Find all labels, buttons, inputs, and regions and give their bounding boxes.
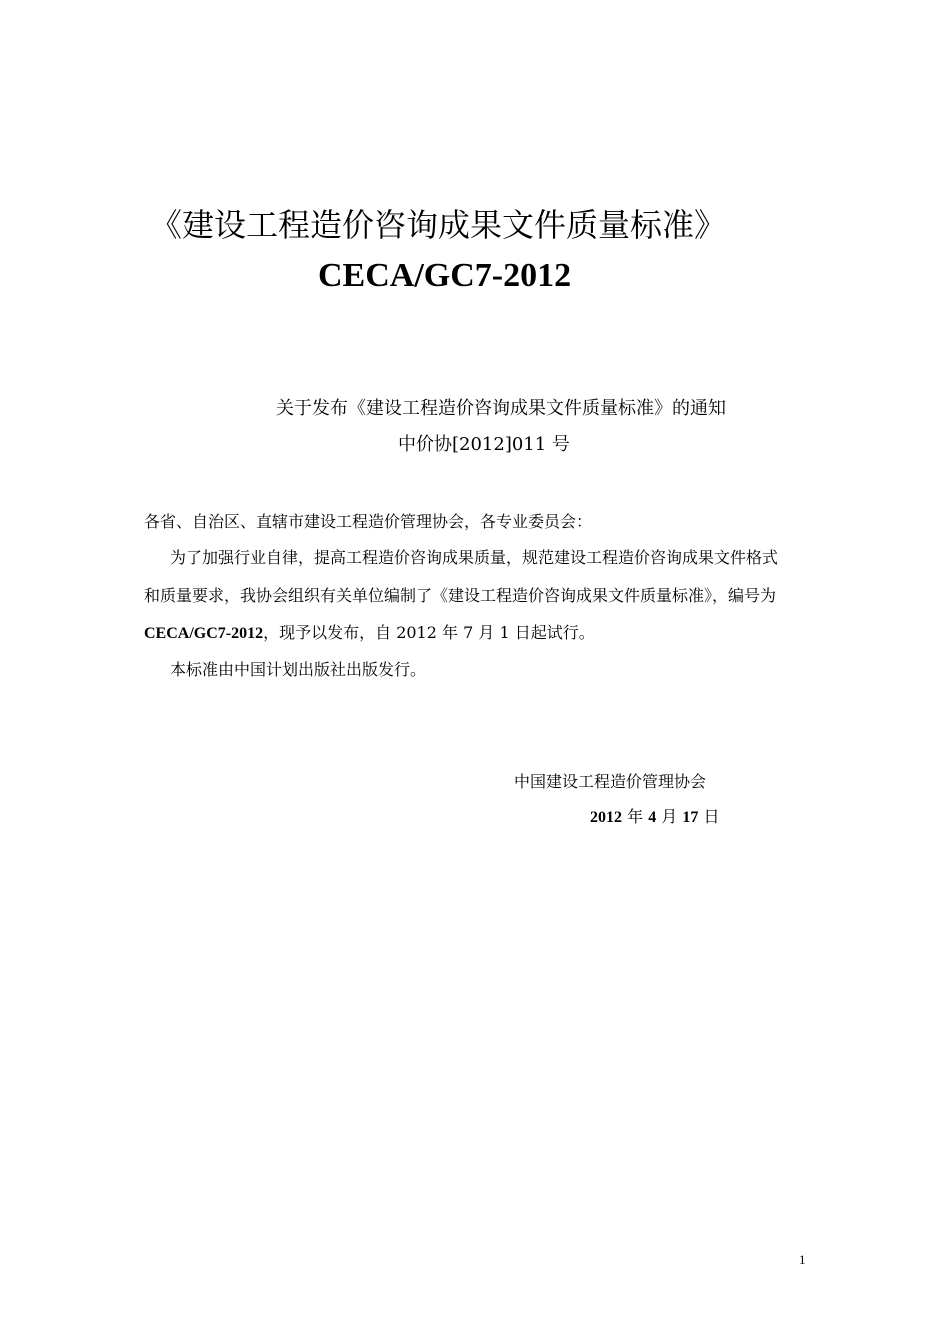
paragraph1-line3 (144, 622, 595, 645)
date-year-unit: 年 (622, 807, 649, 826)
notice-number: 中价协[2012]011 号 (398, 434, 570, 455)
page-number: 1 (799, 1252, 806, 1267)
paragraph1-line1: 为了加强行业自律，提高工程造价咨询成果质量，规范建设工程造价咨询成果文件格式 (170, 548, 779, 567)
salutation: 各省、自治区、直辖市建设工程造价管理协会，各专业委员会： (144, 512, 593, 531)
date-year: 2012 (590, 809, 622, 826)
notice-title: 关于发布《建设工程造价咨询成果文件质量标准》的通知 (276, 398, 726, 419)
date-day: 17 (682, 809, 699, 826)
document-code: CECA/GC7-2012 (318, 257, 572, 294)
paragraph2: 本标准由中国计划出版社出版发行。 (170, 660, 427, 679)
signature-date (590, 806, 719, 829)
date-month-unit: 月 (656, 807, 683, 826)
date-day-unit: 日 (698, 807, 720, 826)
document-title: 《建设工程造价咨询成果文件质量标准》 (150, 206, 727, 244)
paragraph1-line3-text: ，现予以发布，自 2012 年 7 月 1 日起试行。 (263, 623, 595, 642)
signature-organization: 中国建设工程造价管理协会 (514, 772, 707, 791)
paragraph1-line2: 和质量要求，我协会组织有关单位编制了《建设工程造价咨询成果文件质量标准》，编号为 (144, 586, 777, 605)
date-month: 4 (648, 809, 657, 826)
standard-code-inline: CECA/GC7-2012 (144, 625, 264, 642)
